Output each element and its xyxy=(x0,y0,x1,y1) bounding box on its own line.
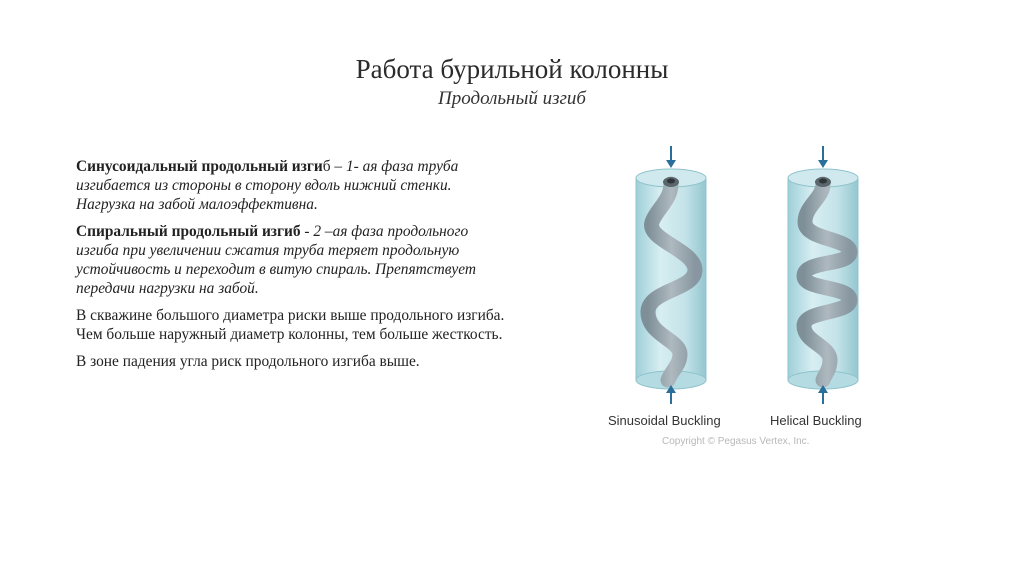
slide-subtitle: Продольный изгиб xyxy=(438,88,586,109)
arrow-down-right-icon xyxy=(818,146,828,168)
body-text xyxy=(76,157,506,379)
arrow-down-left-icon xyxy=(666,146,676,168)
paragraph-sinusoidal xyxy=(76,157,506,214)
sinusoidal-term: Синусоидальный продольный изги xyxy=(76,158,323,175)
paragraph-angle: В зоне падения угла риск продольного изгиба выше. xyxy=(76,353,420,370)
slide-title: Работа бурильной колонны xyxy=(355,54,669,84)
paragraph-diameter: В скважине большого диаметра риски выше продольного изгиба. Чем больше наружный диаметр колонны, тем больше жесткость. xyxy=(76,307,505,343)
helical-label: Helical Buckling xyxy=(770,413,862,428)
sinusoidal-description: – 1- ая фаза труба изгибается из стороны в сторону вдоль нижний стенки. Нагрузка на забой малоэффективна. xyxy=(76,158,459,213)
paragraph-helical xyxy=(76,222,506,298)
sinusoidal-term-end: б xyxy=(322,158,331,175)
buckling-diagram xyxy=(600,140,900,410)
buckling-figure xyxy=(600,140,900,460)
helical-term: Спиральный продольный изгиб xyxy=(76,223,301,240)
sinusoidal-cylinder xyxy=(636,169,706,389)
copyright-text: Copyright © Pegasus Vertex, Inc. xyxy=(662,436,810,447)
helical-cylinder xyxy=(788,169,858,389)
sinusoidal-label: Sinusoidal Buckling xyxy=(608,413,721,428)
helical-description: - 2 –ая фаза продольного изгиба при увеличении сжатия труба теряет продольную устойчивость и переходит в витую спираль. Препятствует передачи нагрузки на забой. xyxy=(76,223,476,297)
